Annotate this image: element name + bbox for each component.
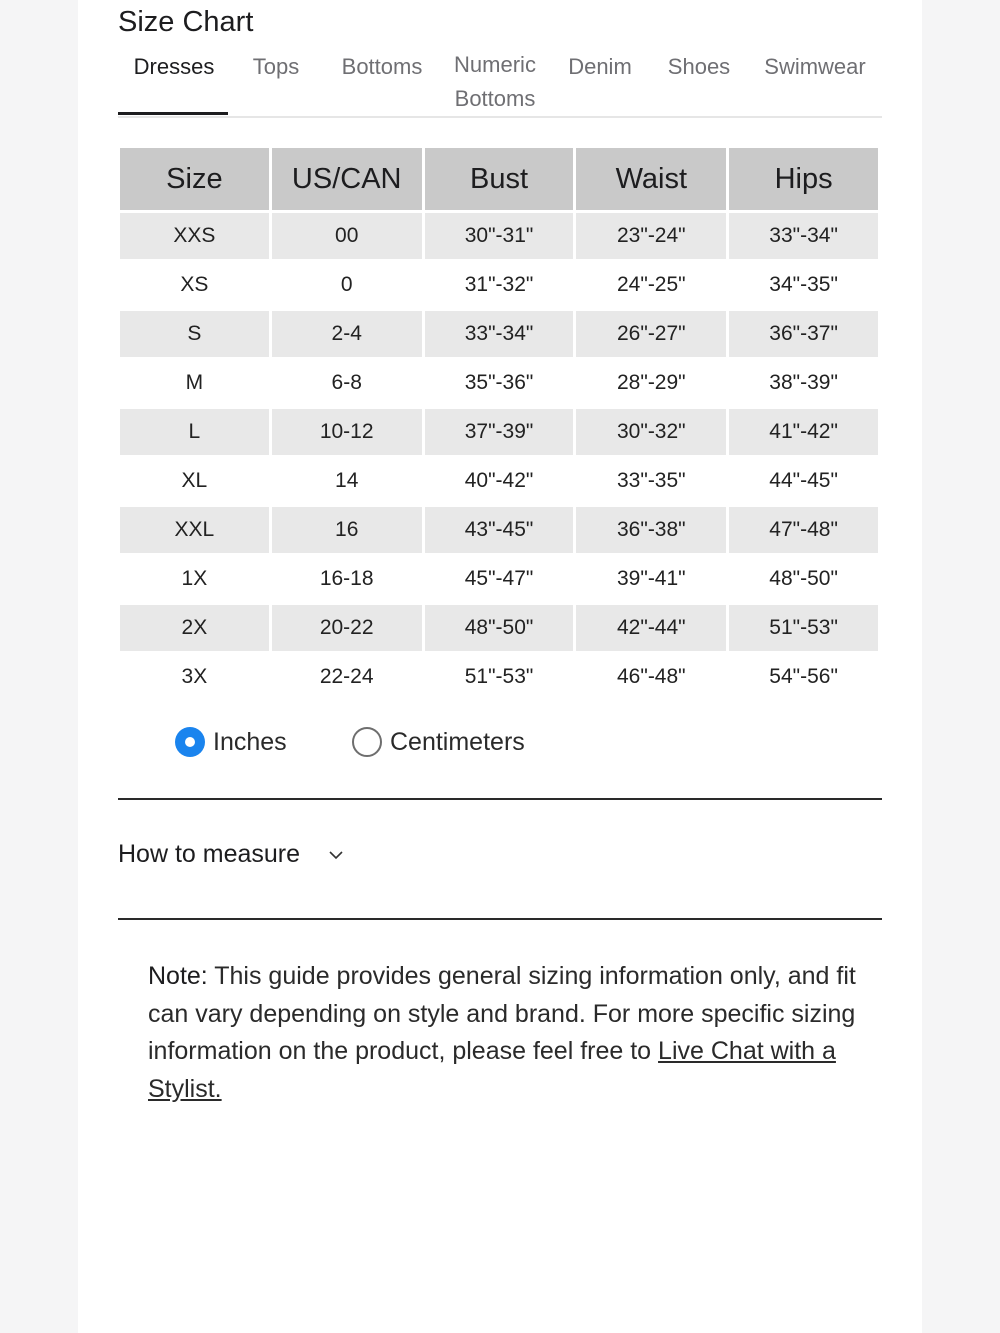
- cell-waist: 26"-27": [576, 311, 726, 357]
- cell-waist: 28"-29": [617, 371, 686, 394]
- table-row: [120, 605, 878, 651]
- cell-waist: 42"-44": [576, 605, 726, 651]
- cell-waist: 24"-25": [617, 273, 686, 296]
- tab-tops[interactable]: Tops: [252, 54, 300, 79]
- cell-size: 2X: [120, 605, 269, 651]
- cell-hips: 48"-50": [769, 567, 838, 590]
- cell-us-can: 10-12: [272, 409, 422, 455]
- cell-bust: 45"-47": [464, 567, 534, 590]
- tab-swimwear[interactable]: Swimwear: [764, 54, 866, 79]
- cell-bust: 48"-50": [425, 605, 574, 651]
- cell-waist: 39"-41": [617, 567, 686, 590]
- table-row: [120, 409, 878, 455]
- category-tabs: [118, 50, 882, 118]
- header-us-can: US/CAN: [272, 148, 422, 210]
- cell-hips: 34"-35": [769, 273, 838, 296]
- note-label: Note:: [148, 962, 208, 990]
- cell-hips: 41"-42": [729, 409, 878, 455]
- cell-waist: 30"-32": [576, 409, 726, 455]
- radio-unchecked-icon[interactable]: [352, 727, 382, 757]
- unit-option-label: Centimeters: [390, 727, 525, 756]
- cell-hips: 44"-45": [769, 469, 838, 492]
- cell-us-can: 6-8: [331, 371, 362, 394]
- cell-bust: 43"-45": [425, 507, 574, 553]
- unit-option-label: Inches: [213, 727, 287, 756]
- tab-denim[interactable]: Denim: [568, 54, 632, 79]
- cell-size: 3X: [181, 665, 208, 688]
- cell-size: XXS: [120, 213, 269, 259]
- radio-checked-icon[interactable]: [175, 727, 205, 757]
- cell-bust: 51"-53": [464, 665, 534, 688]
- tab-numeric-bottoms-line1: Numeric: [454, 52, 536, 77]
- cell-hips: 38"-39": [769, 371, 838, 394]
- tab-dresses[interactable]: Dresses: [133, 54, 215, 79]
- cell-waist: 46"-48": [617, 665, 686, 688]
- cell-us-can: 0: [340, 273, 353, 296]
- header-waist: Waist: [576, 148, 726, 210]
- note-text: This guide provides general sizing information only, and fit can vary depending on style and brand. For more specific sizing information on the product, please feel free to: [148, 962, 856, 1065]
- header-bust: Bust: [425, 148, 574, 210]
- tab-numeric-bottoms-line2: Bottoms: [454, 86, 536, 111]
- divider: [118, 918, 882, 920]
- tab-bottoms[interactable]: Bottoms: [341, 54, 423, 79]
- cell-waist: 23"-24": [576, 213, 726, 259]
- sizing-note: [148, 958, 868, 1108]
- table-row: [120, 213, 878, 259]
- table-header-row: [120, 148, 878, 210]
- live-chat-link[interactable]: Live Chat with a Stylist.: [148, 1037, 836, 1103]
- cell-size: S: [120, 311, 269, 357]
- table-row: [120, 262, 878, 308]
- table-row: [120, 458, 878, 504]
- cell-size: XS: [180, 273, 209, 296]
- cell-us-can: 00: [272, 213, 422, 259]
- cell-hips: 33"-34": [729, 213, 878, 259]
- cell-us-can: 20-22: [272, 605, 422, 651]
- cell-hips: 36"-37": [729, 311, 878, 357]
- cell-bust: 31"-32": [464, 273, 534, 296]
- table-row: [120, 507, 878, 553]
- cell-size: 1X: [181, 567, 208, 590]
- cell-bust: 35"-36": [464, 371, 534, 394]
- cell-us-can: 14: [335, 469, 359, 492]
- cell-hips: 47"-48": [729, 507, 878, 553]
- cell-bust: 37"-39": [425, 409, 574, 455]
- cell-size: XL: [181, 469, 208, 492]
- chevron-down-icon: [326, 848, 346, 862]
- cell-bust: 40"-42": [464, 469, 534, 492]
- cell-us-can: 16: [272, 507, 422, 553]
- cell-us-can: 16-18: [319, 567, 374, 590]
- tab-shoes[interactable]: Shoes: [667, 54, 731, 79]
- cell-size: M: [185, 371, 204, 394]
- unit-option-inches[interactable]: [175, 727, 287, 757]
- cell-waist: 36"-38": [576, 507, 726, 553]
- cell-us-can: 2-4: [272, 311, 422, 357]
- cell-bust: 30"-31": [425, 213, 574, 259]
- header-hips: Hips: [729, 148, 878, 210]
- unit-option-centimeters[interactable]: [352, 727, 525, 757]
- header-size: Size: [120, 148, 269, 210]
- cell-size: L: [120, 409, 269, 455]
- table-row: [120, 311, 878, 357]
- how-to-measure-label: How to measure: [118, 840, 301, 868]
- cell-hips: 51"-53": [729, 605, 878, 651]
- table-row: [120, 654, 878, 700]
- tab-numeric-bottoms[interactable]: [448, 48, 542, 116]
- cell-hips: 54"-56": [769, 665, 838, 688]
- page-title: Size Chart: [118, 6, 254, 38]
- cell-waist: 33"-35": [617, 469, 686, 492]
- cell-us-can: 22-24: [319, 665, 374, 688]
- size-chart-panel: [78, 0, 922, 1333]
- divider: [118, 798, 882, 800]
- cell-size: XXL: [120, 507, 269, 553]
- active-tab-indicator: [118, 112, 228, 115]
- table-row: [120, 556, 878, 602]
- size-table: [117, 145, 881, 703]
- how-to-measure-toggle[interactable]: [118, 840, 346, 869]
- cell-bust: 33"-34": [425, 311, 574, 357]
- table-row: [120, 360, 878, 406]
